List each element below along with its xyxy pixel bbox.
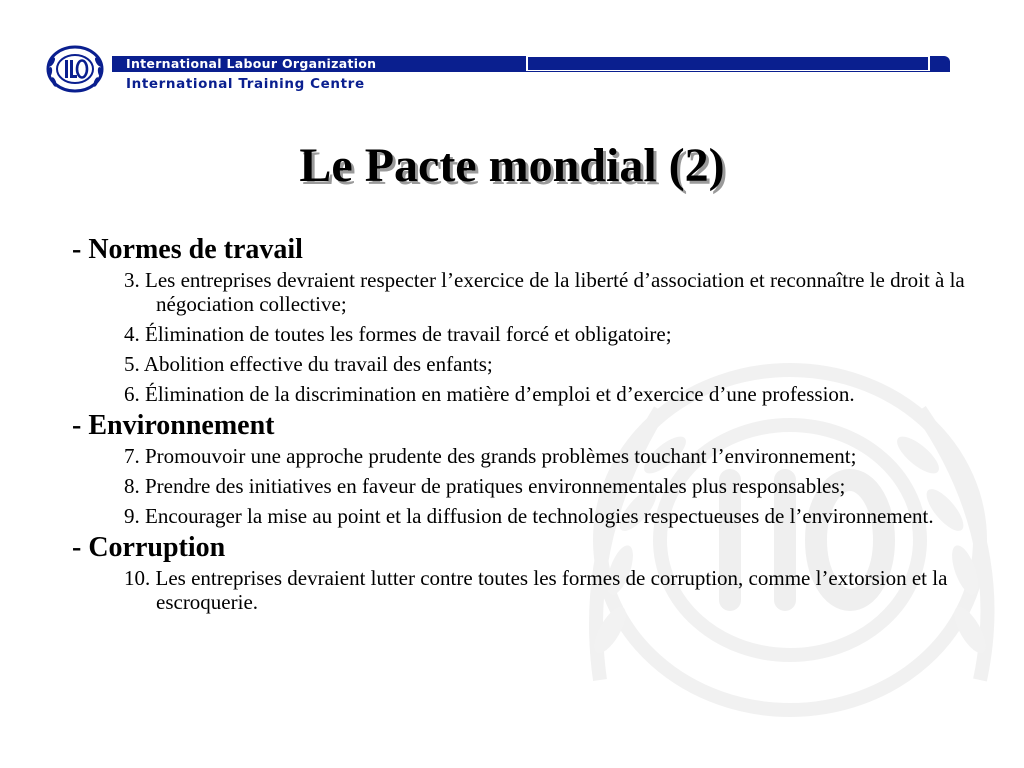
slide-title: Le Pacte mondial (2): [299, 139, 725, 192]
section-environment: [72, 410, 972, 528]
section-labour-standards: [72, 234, 972, 406]
list-item: 7. Promouvoir une approche prudente des grands problèmes touchant l’environnement;: [124, 444, 857, 468]
section-heading: - Environnement: [72, 410, 275, 441]
section-heading: - Corruption: [72, 532, 226, 563]
list-item: 9. Encourager la mise au point et la diffusion de technologies respectueuses de l’environnement.: [124, 504, 934, 528]
list-item: 4. Élimination de toutes les formes de travail forcé et obligatoire;: [124, 322, 672, 346]
ilo-emblem-icon: [44, 44, 106, 94]
list-item: 10. Les entreprises devraient lutter contre toutes les formes de corruption, comme l’extorsion et la escroquerie.: [124, 566, 948, 614]
centre-name: International Training Centre: [126, 76, 365, 92]
list-item: 3. Les entreprises devraient respecter l’exercice de la liberté d’association et reconnaître le droit à la négociation collective;: [124, 268, 965, 316]
list-item: 6. Élimination de la discrimination en matière d’emploi et d’exercice d’une profession.: [124, 382, 855, 406]
list-item: 5. Abolition effective du travail des enfants;: [124, 352, 493, 376]
list-item: 8. Prendre des initiatives en faveur de pratiques environnementales plus responsables;: [124, 474, 846, 498]
section-heading: - Normes de travail: [72, 234, 303, 265]
slide-body: [72, 234, 972, 620]
section-corruption: [72, 532, 972, 614]
organization-name: International Labour Organization: [126, 56, 377, 71]
